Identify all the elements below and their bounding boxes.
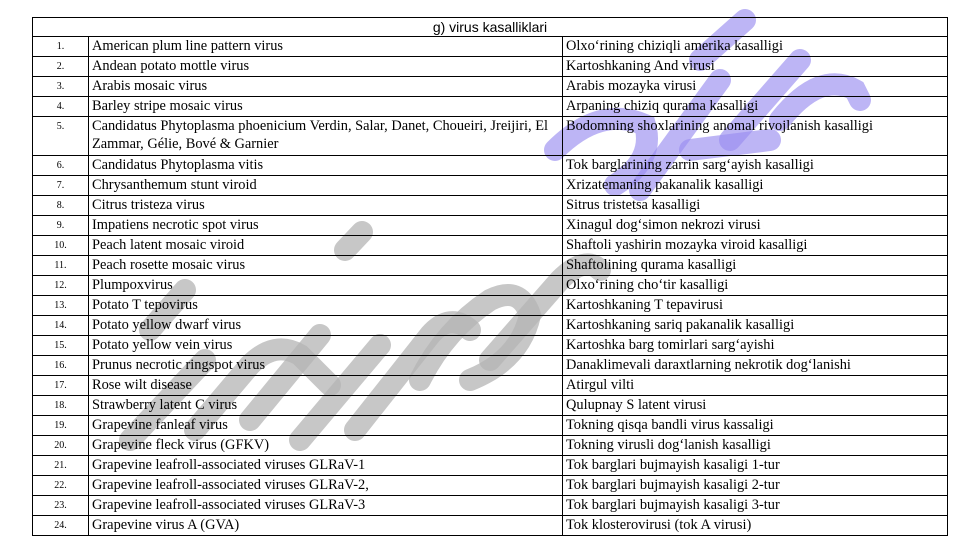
table-row	[33, 117, 948, 156]
uzbek-name: Kartoshkaning T tepavirusi	[563, 296, 948, 316]
table-row	[33, 37, 948, 57]
row-number: 21.	[33, 456, 89, 476]
uzbek-name: Olxo‘rining cho‘tir kasalligi	[563, 276, 948, 296]
row-number: 8.	[33, 196, 89, 216]
row-number: 2.	[33, 57, 89, 77]
english-name: Rose wilt disease	[89, 376, 563, 396]
uzbek-name: Kartoshka barg tomirlari sarg‘ayishi	[563, 336, 948, 356]
row-number: 23.	[33, 496, 89, 516]
uzbek-name: Kartoshkaning sariq pakanalik kasalligi	[563, 316, 948, 336]
english-name: Peach latent mosaic viroid	[89, 236, 563, 256]
row-number: 15.	[33, 336, 89, 356]
uzbek-name: Tok barglari bujmayish kasaligi 3-tur	[563, 496, 948, 516]
english-name: Grapevine leafroll-associated viruses GLRaV-3	[89, 496, 563, 516]
row-number: 13.	[33, 296, 89, 316]
table-row	[33, 296, 948, 316]
english-name: Chrysanthemum stunt viroid	[89, 176, 563, 196]
english-name: Candidatus Phytoplasma vitis	[89, 156, 563, 176]
table-row	[33, 516, 948, 536]
english-name: Potato T tepovirus	[89, 296, 563, 316]
table-title-row	[33, 18, 948, 37]
row-number: 22.	[33, 476, 89, 496]
uzbek-name: Tok barglarining zarrin sarg‘ayish kasalligi	[563, 156, 948, 176]
uzbek-name: Tok klosterovirusi (tok A virusi)	[563, 516, 948, 536]
uzbek-name: Xrizatemaning pakanalik kasalligi	[563, 176, 948, 196]
english-name: Candidatus Phytoplasma phoenicium Verdin, Salar, Danet, Choueiri, Jreijiri, El Zammar, Gélie, Bové & Garnier	[89, 117, 563, 156]
english-name: Potato yellow dwarf virus	[89, 316, 563, 336]
row-number: 9.	[33, 216, 89, 236]
table-row	[33, 496, 948, 516]
english-name: Barley stripe mosaic virus	[89, 97, 563, 117]
uzbek-name: Bodomning shoxlarining anomal rivojlanish kasalligi	[563, 117, 948, 156]
english-name: Grapevine leafroll-associated viruses GLRaV-2,	[89, 476, 563, 496]
row-number: 10.	[33, 236, 89, 256]
uzbek-name: Tok barglari bujmayish kasaligi 1-tur	[563, 456, 948, 476]
english-name: Andean potato mottle virus	[89, 57, 563, 77]
table-row	[33, 336, 948, 356]
english-name: Grapevine leafroll-associated viruses GLRaV-1	[89, 456, 563, 476]
table-row	[33, 436, 948, 456]
table-row	[33, 77, 948, 97]
table-row	[33, 57, 948, 77]
table-row	[33, 176, 948, 196]
row-number: 7.	[33, 176, 89, 196]
table-row	[33, 356, 948, 376]
table-row	[33, 256, 948, 276]
table-row	[33, 276, 948, 296]
row-number: 19.	[33, 416, 89, 436]
row-number: 1.	[33, 37, 89, 57]
english-name: Impatiens necrotic spot virus	[89, 216, 563, 236]
english-name: Potato yellow vein virus	[89, 336, 563, 356]
table-row	[33, 476, 948, 496]
row-number: 12.	[33, 276, 89, 296]
row-number: 24.	[33, 516, 89, 536]
english-name: Arabis mosaic virus	[89, 77, 563, 97]
row-number: 5.	[33, 117, 89, 156]
table-row	[33, 196, 948, 216]
row-number: 11.	[33, 256, 89, 276]
table-row	[33, 456, 948, 476]
uzbek-name: Kartoshkaning And virusi	[563, 57, 948, 77]
uzbek-name: Shaftoli yashirin mozayka viroid kasalligi	[563, 236, 948, 256]
english-name: Prunus necrotic ringspot virus	[89, 356, 563, 376]
uzbek-name: Tokning qisqa bandli virus kassaligi	[563, 416, 948, 436]
uzbek-name: Arabis mozayka virusi	[563, 77, 948, 97]
english-name: Grapevine fanleaf virus	[89, 416, 563, 436]
uzbek-name: Sitrus tristetsa kasalligi	[563, 196, 948, 216]
row-number: 4.	[33, 97, 89, 117]
row-number: 17.	[33, 376, 89, 396]
english-name: Peach rosette mosaic virus	[89, 256, 563, 276]
row-number: 16.	[33, 356, 89, 376]
virus-table	[32, 17, 948, 536]
uzbek-name: Danaklimevali daraxtlarning nekrotik dog‘lanishi	[563, 356, 948, 376]
uzbek-name: Xinagul dog‘simon nekrozi virusi	[563, 216, 948, 236]
uzbek-name: Qulupnay S latent virusi	[563, 396, 948, 416]
english-name: Citrus tristeza virus	[89, 196, 563, 216]
uzbek-name: Arpaning chiziq qurama kasalligi	[563, 97, 948, 117]
table-row	[33, 316, 948, 336]
table-row	[33, 236, 948, 256]
uzbek-name: Tok barglari bujmayish kasaligi 2-tur	[563, 476, 948, 496]
uzbek-name: Olxo‘rining chiziqli amerika kasalligi	[563, 37, 948, 57]
table-title: g) virus kasalliklari	[33, 18, 948, 37]
table-row	[33, 416, 948, 436]
row-number: 3.	[33, 77, 89, 97]
table-row	[33, 376, 948, 396]
row-number: 20.	[33, 436, 89, 456]
table-row	[33, 216, 948, 236]
uzbek-name: Tokning virusli dog‘lanish kasalligi	[563, 436, 948, 456]
row-number: 18.	[33, 396, 89, 416]
english-name: Grapevine fleck virus (GFKV)	[89, 436, 563, 456]
row-number: 14.	[33, 316, 89, 336]
english-name: Grapevine virus A (GVA)	[89, 516, 563, 536]
english-name: Strawberry latent C virus	[89, 396, 563, 416]
table-row	[33, 396, 948, 416]
table-row	[33, 156, 948, 176]
uzbek-name: Atirgul vilti	[563, 376, 948, 396]
uzbek-name: Shaftolining qurama kasalligi	[563, 256, 948, 276]
english-name: Plumpoxvirus	[89, 276, 563, 296]
table-row	[33, 97, 948, 117]
row-number: 6.	[33, 156, 89, 176]
english-name: American plum line pattern virus	[89, 37, 563, 57]
